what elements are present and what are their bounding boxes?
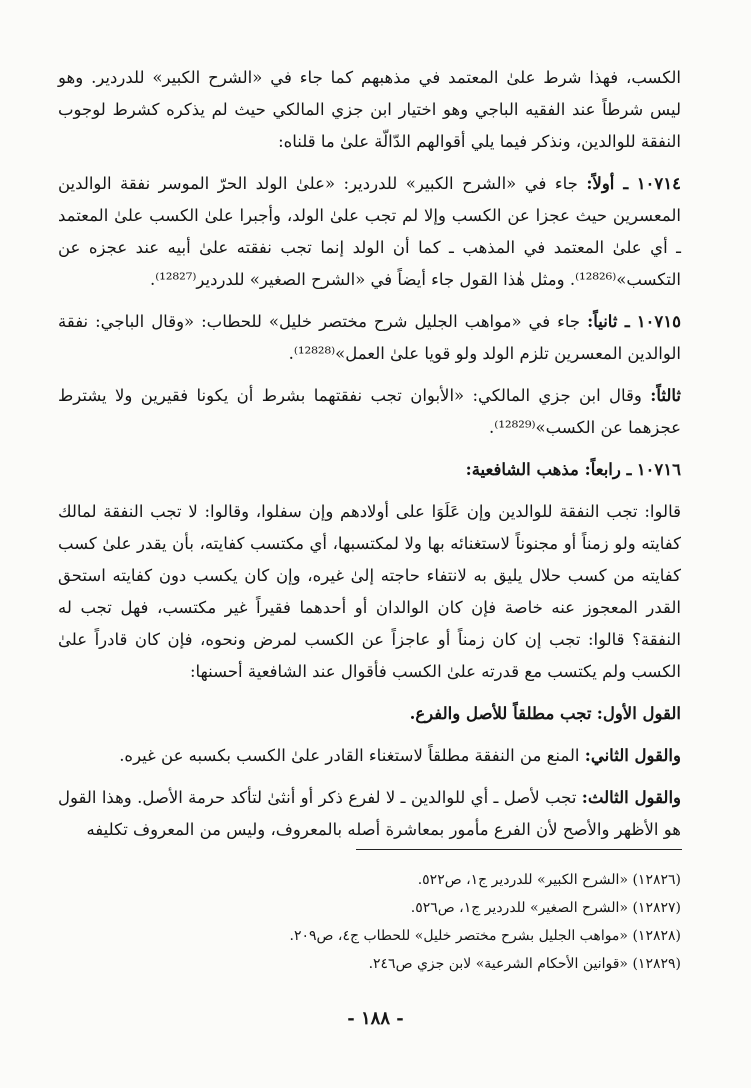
paragraph-label: ثالثاً: — [650, 386, 681, 405]
footnote: (١٢٨٢٦) «الشرح الكبير» للدردير ج١، ص٥٢٢. — [417, 872, 681, 888]
opinion-third — [58, 782, 681, 846]
opinion-label: القول الأول: — [596, 704, 681, 723]
section-heading — [58, 454, 681, 486]
opinion-text: تجب مطلقاً للأصل والفرع. — [409, 704, 592, 723]
paragraph-text: جاء في «مواهب الجليل شرح مختصر خليل» للحطاب: «وقال الباجي: نفقة الوالدين المعسرين تلزم الولد ولو قويا علىٰ العمل»⁽¹²⁸²⁸⁾. — [58, 312, 681, 363]
opinion-label: والقول الثالث: — [581, 788, 682, 807]
paragraph-text: قالوا: تجب النفقة للوالدين وإن عَلَوَا على أولادهم وإن سفلوا، وقالوا: لا تجب النفقة لمالك كفايته ولو زمناً أو مجنوناً لاستغنائه بها ولا لمكتسبها، أي مكتسب كفايته، بأن يقدر علىٰ كسب كفايته من كسب حلال يليق به لانتفاء حاجته إلىٰ غيره، وإن كان يكسب دون كفايته استحق القدر المعجوز عنه خاصة فإن كان الوالدان أو أحدهما فقيراً غير مكتسب، فهل تجب له النفقة؟ قالوا: تجب إن كان زمناً أو عاجزاً عن الكسب لمرض ونحوه، فإن كان قادراً علىٰ الكسب ولم يكتسب مع قدرته علىٰ الكسب فأقوال عند الشافعية أحسنها: — [58, 502, 681, 681]
section-title: ـ رابعاً: مذهب الشافعية: — [465, 460, 632, 479]
paragraph-number: ١٠٧١٤ — [636, 174, 681, 193]
opinion-first — [58, 698, 681, 730]
main-text — [58, 62, 681, 856]
opinion-text: المنع من النفقة مطلقاً لاستغناء القادر علىٰ الكسب بكسبه عن غيره. — [119, 746, 580, 765]
paragraph-third — [58, 380, 681, 444]
footnote-divider — [356, 849, 682, 850]
opinion-second — [58, 740, 681, 772]
page-number: - ١٨٨ - — [347, 1008, 404, 1029]
paragraph-number: ١٠٧١٥ — [636, 312, 681, 331]
paragraph-text: وقال ابن جزي المالكي: «الأبوان تجب نفقتهما بشرط أن يكونا فقيرين ولا يشترط عجزهما عن الكسب»⁽¹²⁸²⁹⁾. — [58, 386, 681, 437]
paragraph-text: الكسب، فهذا شرط علىٰ المعتمد في مذهبهم كما جاء في «الشرح الكبير» للدردير. وهو ليس شرطاً عند الفقيه الباجي وهو اختيار ابن جزي المالكي حيث لم يذكره كشرط لوجوب النفقة للوالدين، ونذكر فيما يلي أقوالهم الدّالّة علىٰ ما قلناه: — [58, 68, 681, 151]
footnote: (١٢٨٢٧) «الشرح الصغير» للدردير ج١، ص٥٢٦. — [410, 900, 681, 916]
footnote: (١٢٨٢٨) «مواهب الجليل بشرح مختصر خليل» للحطاب ج٤، ص٢٠٩. — [289, 928, 681, 944]
shafii-paragraph — [58, 496, 681, 688]
paragraph-text: جاء في «الشرح الكبير» للدردير: «علىٰ الولد الحرّ الموسر نفقة الوالدين المعسرين حيث عجزا عن الكسب وإلا لم تجب علىٰ الولد، وأجبرا علىٰ الكسب علىٰ المعتمد ـ أي علىٰ المعتمد في المذهب ـ كما أن الولد إنما تجب نفقته علىٰ أبيه عند عجزه عن التكسب»⁽¹²⁸²⁶⁾. ومثل هٰذا القول جاء أيضاً في «الشرح الصغير» للدردير⁽¹²⁸²⁷⁾. — [58, 174, 681, 289]
paragraph-10714 — [58, 168, 681, 296]
footnotes — [58, 866, 681, 978]
opinion-label: والقول الثاني: — [584, 746, 681, 765]
opinion-text: تجب لأصل ـ أي للوالدين ـ لا لفرع ذكر أو أنثىٰ لتأكد حرمة الأصل. وهذا القول هو الأظهر والأصح لأن الفرع مأمور بمعاشرة أصله بالمعروف، وليس من المعروف تكليفه — [58, 788, 681, 839]
paragraph-label: ـ أولاً: — [586, 174, 629, 193]
footnote: (١٢٨٢٩) «قوانين الأحكام الشرعية» لابن جزي ص٢٤٦. — [368, 956, 681, 972]
intro-paragraph — [58, 62, 681, 158]
section-number: ١٠٧١٦ — [636, 460, 681, 479]
paragraph-label: ـ ثانياً: — [587, 312, 630, 331]
paragraph-10715 — [58, 306, 681, 370]
